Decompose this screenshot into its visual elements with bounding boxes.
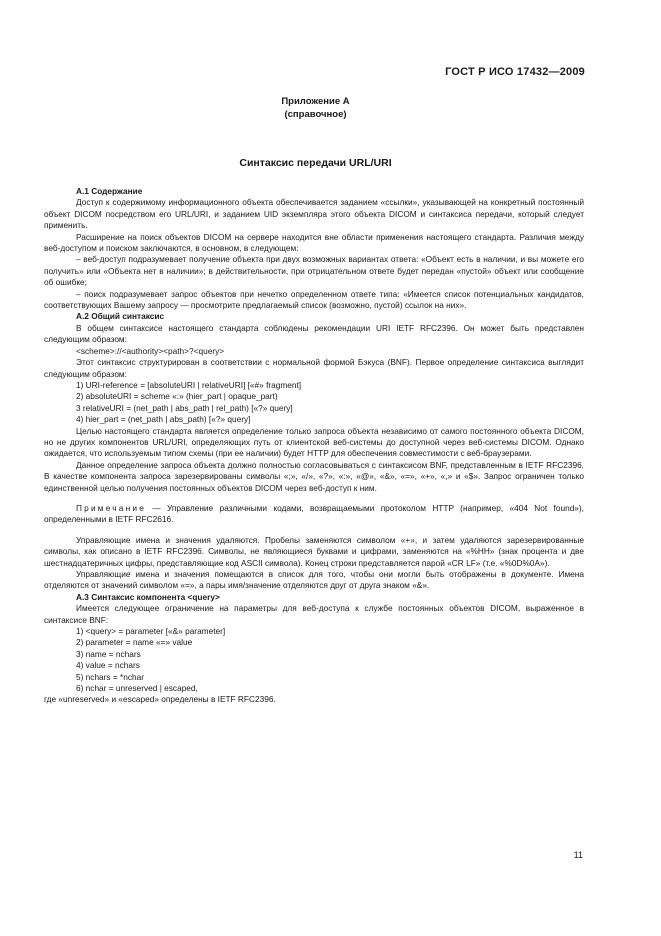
note-text: — Управление различными кодами, возвращаемыми протоколом HTTP (например, «404 Not found»), определенными в IETF RFC2616. — [44, 502, 584, 525]
note-label: Примечание — [76, 502, 147, 513]
paragraph: Управляющие имена и значения удаляются. Пробелы заменяются символом «+», и затем удаляются зарезервированные символы, как описано в IETF RFC2396. Символы, не являющиеся буквами и цифрами, заменяются на «%HH» (знак процента и две шестнадцатеричных цифры, представляющие код ASCII символа). Конец строки представляется парой «CR LF» (т.е. «%0D%0A»). — [44, 534, 584, 568]
bnf-rule: 2) parameter = name «=» value — [76, 637, 193, 648]
appendix-heading — [0, 95, 631, 121]
page-title: Синтаксис передачи URL/URI — [239, 157, 392, 169]
paragraph: Имеется следующее ограничение на параметры для веб-доступа к службе постоянных объектов DICOM, выраженное в синтаксисе BNF: — [44, 603, 584, 625]
paragraph: Этот синтаксис структурирован в соответствии с нормальной формой Бэкуса (BNF). Первое определение синтаксиса выглядит следующим образом: — [44, 357, 584, 379]
bnf-rule: 2) absoluteURI = scheme «:» (hier_part | opaque_part) — [76, 391, 278, 402]
bnf-rule: 6) nchar = unreserved | escaped, — [76, 683, 198, 694]
appendix-title: Приложение А — [281, 96, 350, 107]
list-item: – веб-доступ подразумевает получение объекта при двух возможных вариантах ответа: «Объект есть в наличии, и вы можете его получить» или «Объекта нет в наличии»; в действительности, при отрицательном ответе будет передан «пустой» объект или сообщение об ошибке; — [44, 254, 584, 288]
bnf-rule: 1) URI-reference = [absoluteURI | relativeURI] [«#» fragment] — [76, 379, 302, 390]
section-heading-a2: А.2 Общий синтаксис — [76, 311, 165, 322]
section-heading-a1: А.1 Содержание — [76, 186, 143, 196]
paragraph: Управляющие имена и значения помещаются в список для того, чтобы они могли быть отображены в документе. Имена отделяются от значений символом «=», а пары имя/значение отделяются друг от друга знаком «&». — [44, 569, 584, 591]
list-item: – поиск подразумевает запрос объектов при нечетко определенном ответе типа: «Имеется список потенциальных кандидатов, соответствующих Вашему запросу — просмотрите предлагаемый список (возможно, пустой) ссылок на них». — [44, 288, 584, 311]
bnf-rule: 4) value = nchars — [76, 660, 140, 671]
paragraph: где «unreserved» и «escaped» определены в IETF RFC2396. — [44, 694, 276, 705]
document-body — [44, 186, 584, 706]
bnf-rule: 1) <query> = parameter [«&» parameter] — [76, 626, 226, 637]
bnf-rule: 4) hier_part = (net_path | abs_path) [«?» query] — [76, 414, 251, 425]
note — [44, 503, 584, 526]
page-number: 11 — [573, 850, 583, 860]
bnf-rule: 3 relativeURI = (net_path | abs_path | rel_path) [«?» query] — [76, 402, 293, 413]
bnf-rule: 5) nchars = *nchar — [76, 671, 145, 682]
appendix-type: (справочное) — [284, 109, 347, 120]
bnf-rule: 3) name = nchars — [76, 648, 141, 659]
section-heading-a3: А.3 Синтаксис компонента <query> — [76, 591, 220, 602]
paragraph: Расширение на поиск объектов DICOM на сервере находится вне области применения настоящего стандарта. Различия между веб-доступом и поиском заключаются, в основном, в следующем: — [44, 231, 584, 254]
paragraph: В общем синтаксисе настоящего стандарта соблюдены рекомендации URI IETF RFC2396. Он может быть представлен следующим образом: — [44, 322, 584, 345]
paragraph: Доступ к содержимому информационного объекта обеспечивается заданием «ссылки», указывающей на конкретный постоянный объект DICOM посредством его URL/URI, и заданием UID экземпляра этого объекта DICOM и синтаксиса передачи, который следует применить. — [44, 197, 584, 231]
paragraph: Целью настоящего стандарта является определение только запроса объекта независимо от самого постоянного объекта DICOM, но не других компонентов URL/URI, определяющих путь от клиентской веб-системы до доступной через веб-системы DICOM. Однако ожидается, что используемым типом схемы (при ее наличии) будет HTTP для обеспечения совместимости с веб-браузерами. — [44, 425, 584, 459]
standard-designation: ГОСТ Р ИСО 17432—2009 — [445, 66, 585, 78]
syntax-line: <scheme>://<authority><path>?<query> — [76, 345, 225, 356]
paragraph: Данное определение запроса объекта должно полностью согласовываться с синтаксисом BNF, представленным в IETF RFC2396. В качестве компонента запроса зарезервированы символы «;», «/», «?», «:», «@», «&», «=», «+», «,» и «$». Запрос ограничен только единственной целью получения постоянных объектов DICOM через веб-доступ к ним. — [44, 459, 584, 493]
